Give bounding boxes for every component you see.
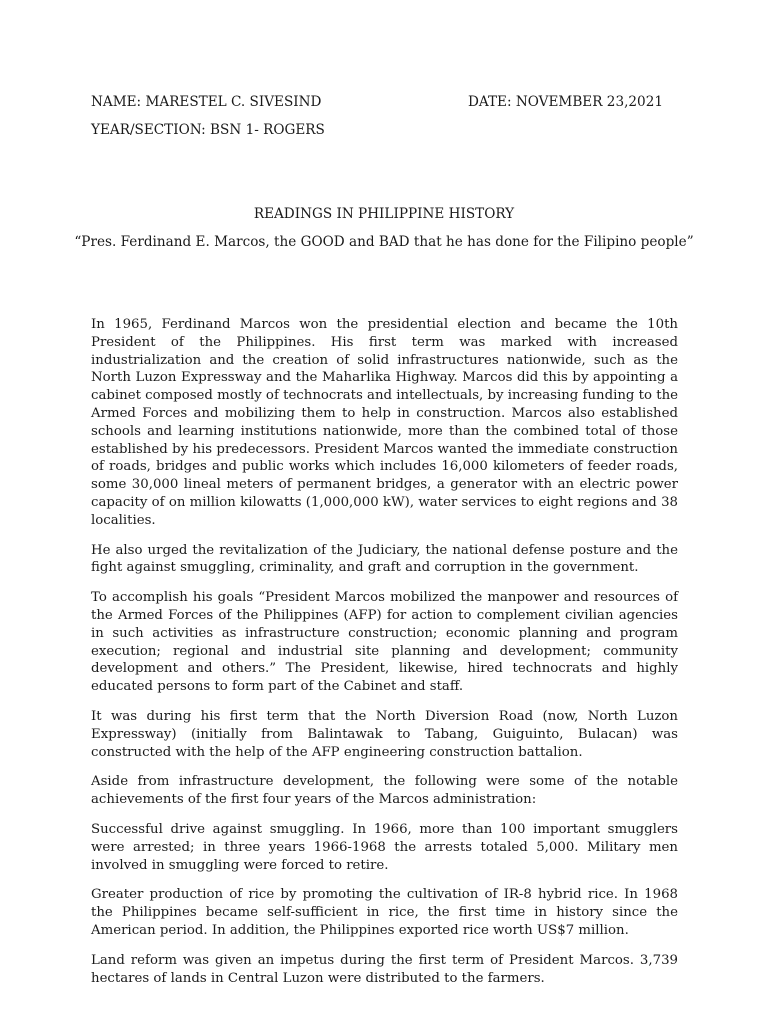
document-subtitle: “Pres. Ferdinand E. Marcos, the GOOD and BAD that he has done for the Filipino people” [74,234,694,250]
essay-body [91,316,678,999]
paragraph-2: He also urged the revitalization of the Judiciary, the national defense posture and the fight against smuggling, criminality, and graft and corruption in the government. [91,542,678,576]
paragraph-4: It was during his first term that the North Diversion Road (now, North Luzon Expressway) (initially from Balintawak to Tabang, Guiguinto, Bulacan) was constructed with the help of the AFP engineering construction battalion. [91,708,678,760]
year-section: YEAR/SECTION: BSN 1- ROGERS [91,122,325,138]
paragraph-1: In 1965, Ferdinand Marcos won the presidential election and became the 10th President of the Philippines. His first term was marked with increased industrialization and the creation of solid infrastructures nationwide, such as the North Luzon Expressway and the Maharlika Highway. Marcos did this by appointing a cabinet composed mostly of technocrats and intellectuals, by increasing funding to the Armed Forces and mobilizing them to help in construction. Marcos also established schools and learning institutions nationwide, more than the combined total of those established by his predecessors. President Marcos wanted the immediate construction of roads, bridges and public works which includes 16,000 kilometers of feeder roads, some 30,000 lineal meters of permanent bridges, a generator with an electric power capacity of on million kilowatts (1,000,000 kW), water services to eight regions and 38 localities. [91,317,678,528]
paragraph-8: Land reform was given an impetus during the first term of President Marcos. 3,739 hectares of lands in Central Luzon were distributed to the farmers. [91,952,678,986]
paragraph-5: Aside from infrastructure development, the following were some of the notable achievements of the first four years of the Marcos administration: [91,774,678,808]
paragraph-6: Successful drive against smuggling. In 1966, more than 100 important smugglers were arrested; in three years 1966-1968 the arrests totaled 5,000. Military men involved in smuggling were forced to retire. [91,821,678,873]
student-name: NAME: MARESTEL C. SIVESIND [91,94,322,110]
submission-date: DATE: NOVEMBER 23,2021 [468,94,664,110]
paragraph-7: Greater production of rice by promoting the cultivation of IR-8 hybrid rice. In 1968 the Philippines became self-sufficient in rice, the first time in history since the American period. In addition, the Philippines exported rice worth US$7 million. [91,887,678,938]
paragraph-3: To accomplish his goals “President Marcos mobilized the manpower and resources of the Armed Forces of the Philippines (AFP) for action to complement civilian agencies in such activities as infrastructure construction; economic planning and program execution; regional and industrial site planning and development; community development and others.” The President, likewise, hired technocrats and highly educated persons to form part of the Cabinet and staff. [91,590,678,695]
document-title: READINGS IN PHILIPPINE HISTORY [253,206,515,222]
